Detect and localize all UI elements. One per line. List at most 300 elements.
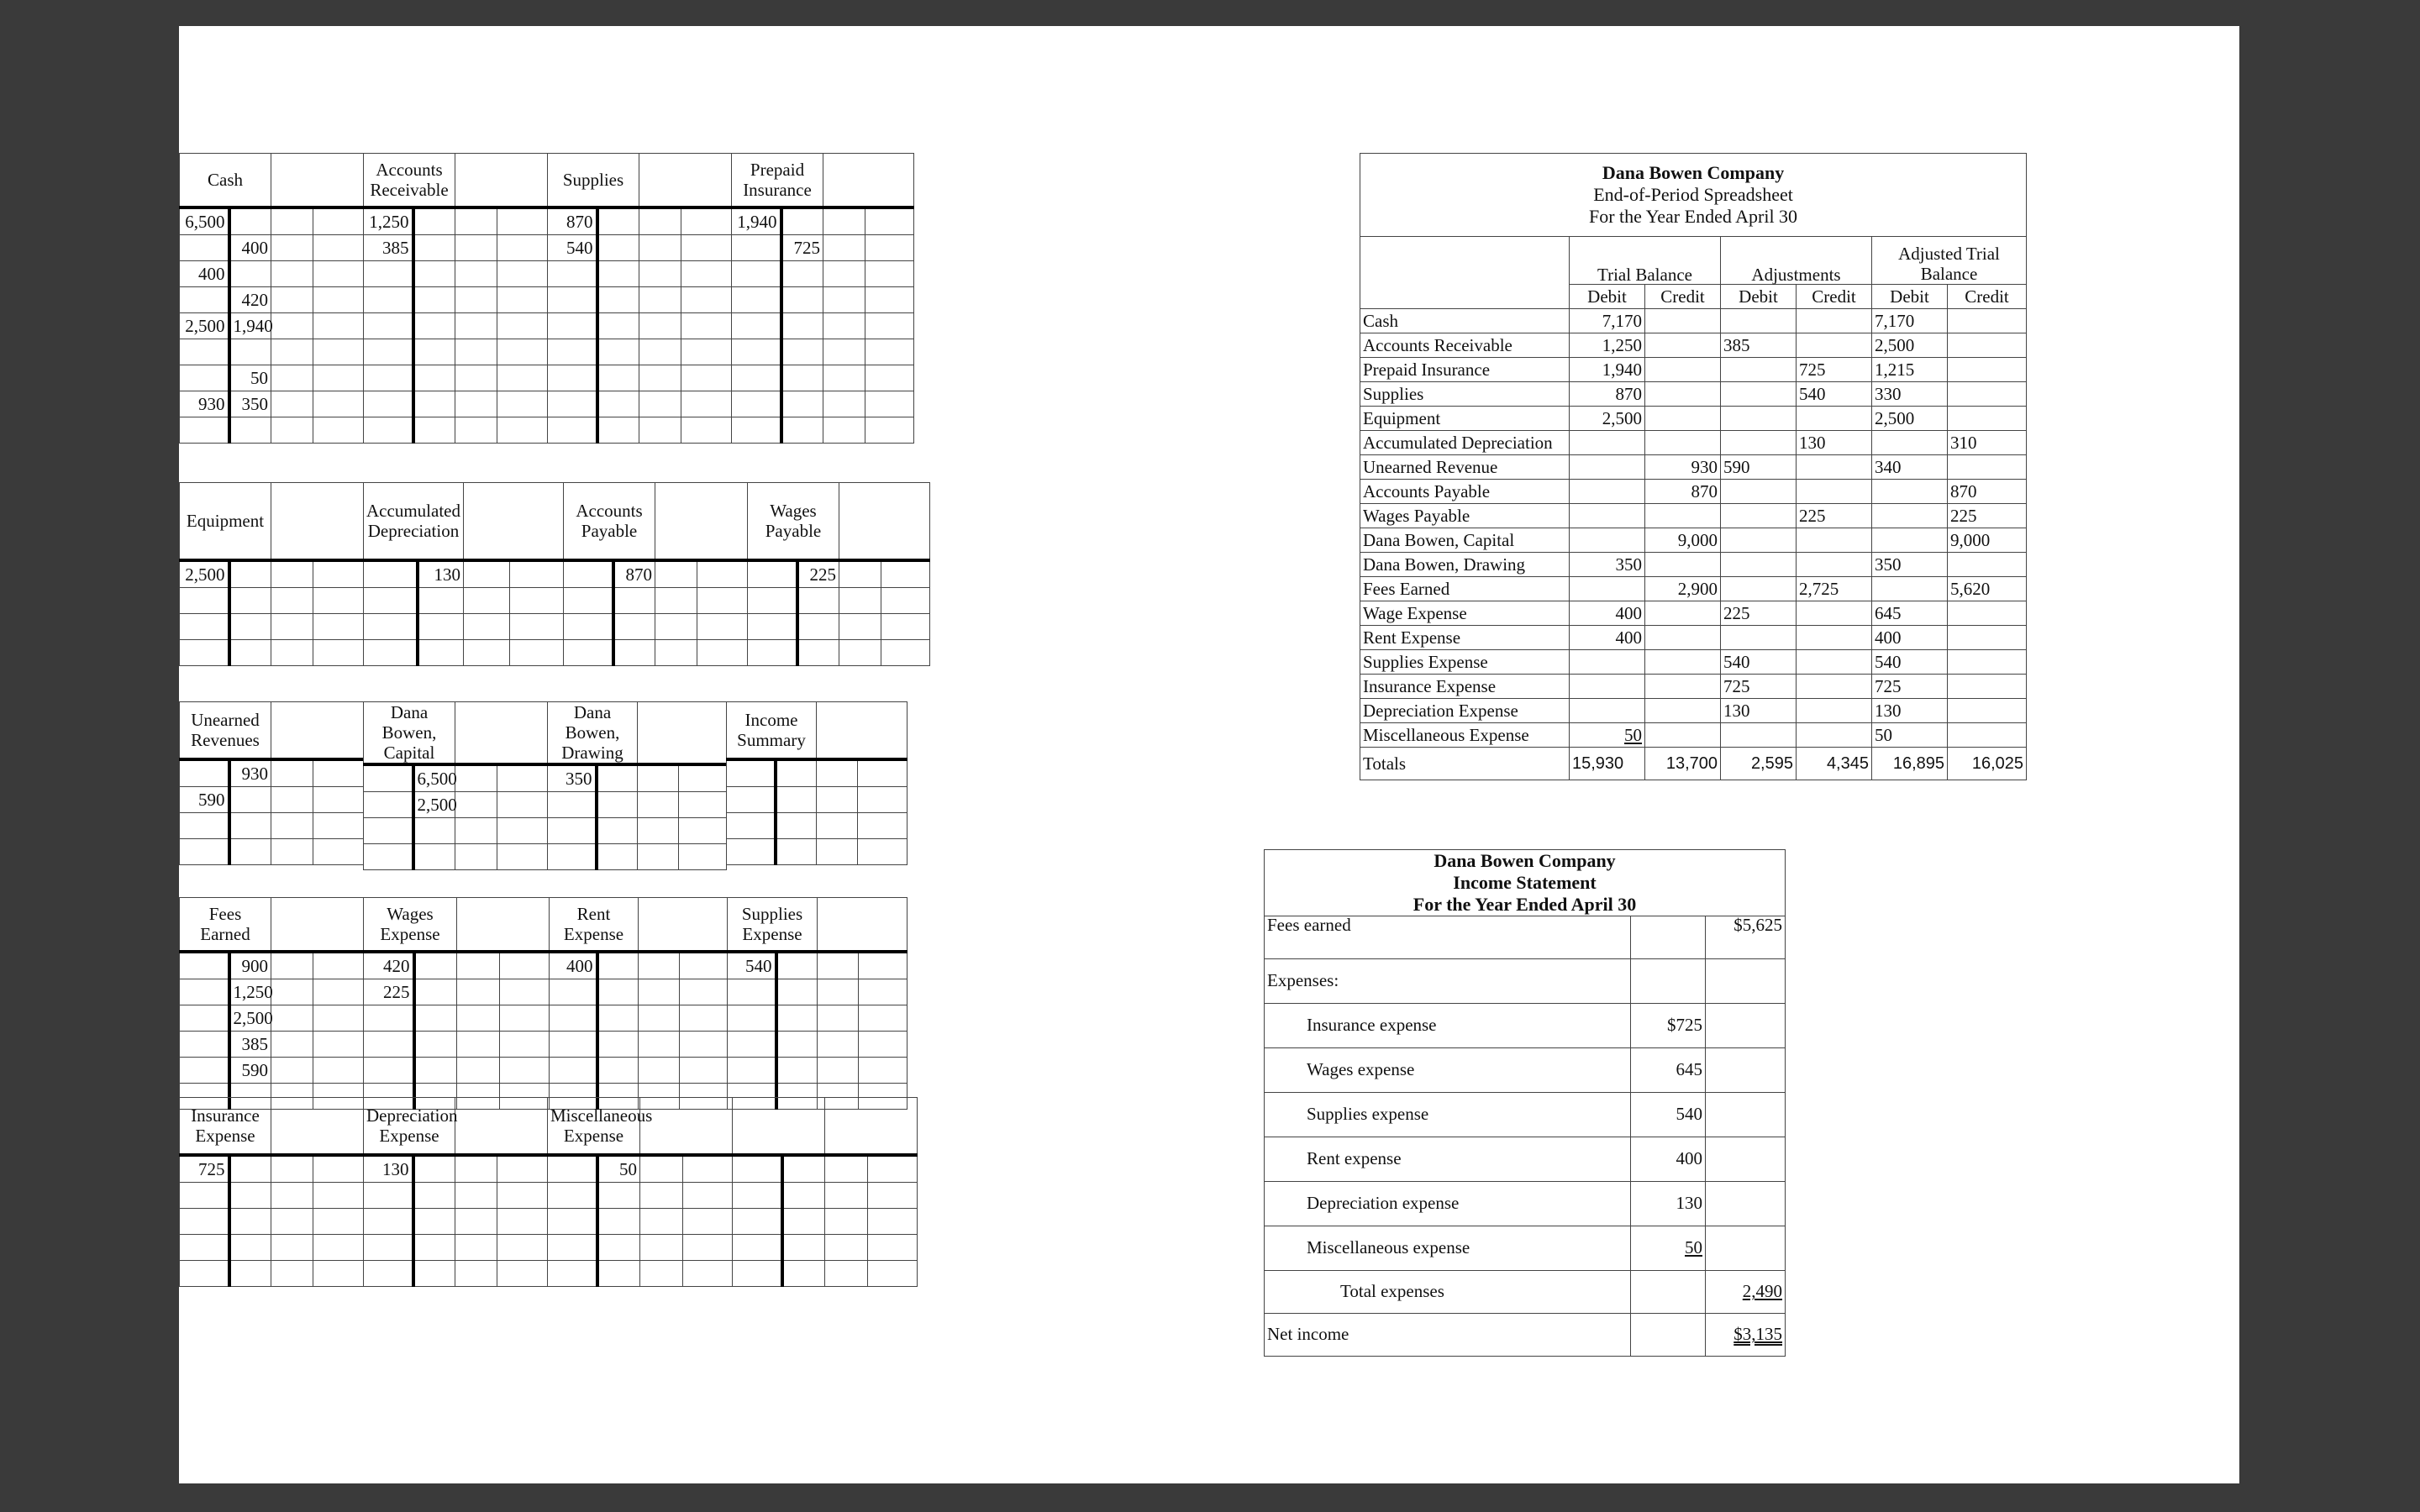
t-account-row (180, 1155, 364, 1183)
credit-cell (229, 261, 271, 287)
t-account-wagespay (747, 482, 930, 666)
amount-cell: 5,620 (1948, 577, 2027, 601)
empty-cell (823, 313, 865, 339)
empty-cell (271, 588, 313, 614)
debit-cell (732, 287, 781, 313)
debit-cell (548, 1155, 597, 1183)
empty-cell (865, 287, 914, 313)
empty-cell (639, 365, 681, 391)
empty-cell (825, 1183, 868, 1209)
debit-cell (364, 365, 413, 391)
credit-cell (413, 365, 455, 391)
amount-cell (1645, 650, 1721, 675)
empty-cell (823, 391, 865, 417)
empty-cell (818, 952, 859, 979)
empty-cell (865, 313, 914, 339)
amount-cell (1948, 382, 2027, 407)
empty-cell (681, 365, 732, 391)
empty-cell (839, 588, 881, 614)
credit-cell: 590 (229, 1058, 271, 1084)
credit-cell (613, 588, 655, 614)
debit-cell (180, 614, 229, 640)
debit-cell (180, 1005, 229, 1032)
t-account-row (364, 614, 564, 640)
debit-cell (548, 365, 597, 391)
t-account-header-spacer (639, 154, 732, 208)
amount-cell: 400 (1631, 1137, 1706, 1181)
amount-cell (1645, 601, 1721, 626)
amount-cell: 7,170 (1570, 309, 1645, 333)
empty-cell (313, 560, 364, 588)
empty-cell (464, 614, 510, 640)
expense-label: Insurance expense (1265, 1003, 1631, 1047)
amount-cell: 590 (1721, 455, 1797, 480)
empty-cell (271, 813, 313, 839)
debit-cell (548, 1183, 597, 1209)
amount-cell: 540 (1631, 1092, 1706, 1137)
debit-cell (364, 417, 413, 444)
amount-cell (1570, 650, 1645, 675)
t-account-miscexp (547, 1097, 733, 1287)
credit-cell (597, 313, 639, 339)
amount-cell: 1,250 (1570, 333, 1645, 358)
account-name: Depreciation Expense (1360, 699, 1570, 723)
amount-cell: 350 (1872, 553, 1948, 577)
credit-cell (229, 640, 271, 666)
empty-cell (497, 818, 548, 844)
amount-cell (1631, 1270, 1706, 1313)
empty-cell (681, 313, 732, 339)
amount-cell (1631, 916, 1706, 958)
t-account-title: Fees Earned (180, 898, 271, 953)
credit-cell (597, 261, 639, 287)
credit-cell (418, 588, 464, 614)
debit-cell (550, 979, 597, 1005)
empty-cell (455, 417, 497, 444)
empty-cell (313, 952, 364, 979)
amount-cell: 400 (1570, 626, 1645, 650)
empty-cell (639, 1032, 680, 1058)
debit-cell (364, 1183, 413, 1209)
empty-cell (313, 417, 364, 444)
t-account-header-spacer (655, 483, 748, 561)
empty-cell (271, 787, 313, 813)
empty-cell (510, 588, 564, 614)
debit-cell (364, 818, 413, 844)
credit-cell (597, 207, 639, 235)
amount-cell: 130 (1872, 699, 1948, 723)
credit-cell (414, 1032, 457, 1058)
credit-cell (418, 614, 464, 640)
empty-cell (500, 1058, 550, 1084)
amount-cell (1721, 528, 1797, 553)
empty-cell (313, 207, 364, 235)
credit-cell (413, 417, 455, 444)
empty-cell (271, 839, 313, 865)
t-account-row (732, 391, 914, 417)
empty-cell (683, 1209, 733, 1235)
credit-cell (413, 1183, 455, 1209)
account-name: Accumulated Depreciation (1360, 431, 1570, 455)
debit-cell (728, 979, 776, 1005)
empty-cell (639, 417, 681, 444)
column-header-credit: Credit (1645, 285, 1721, 309)
t-account-row (548, 1235, 733, 1261)
empty-cell (681, 391, 732, 417)
t-account-row (180, 235, 364, 261)
empty-cell (865, 235, 914, 261)
credit-cell (229, 1155, 271, 1183)
debit-cell (732, 261, 781, 287)
credit-cell (776, 787, 817, 813)
amount-cell (1706, 1092, 1786, 1137)
t-account-row (364, 1209, 548, 1235)
debit-cell (180, 1209, 229, 1235)
credit-cell (776, 839, 817, 865)
t-account-header-spacer (640, 1098, 733, 1156)
t-account-row (364, 287, 548, 313)
empty-cell (639, 1058, 680, 1084)
t-account-row (364, 1155, 548, 1183)
t-account-row (180, 287, 364, 313)
amount-cell: 9,000 (1645, 528, 1721, 553)
empty-cell (640, 1209, 683, 1235)
debit-cell (732, 313, 781, 339)
debit-cell (564, 588, 613, 614)
column-header-debit: Debit (1721, 285, 1797, 309)
income-statement-row (1265, 1092, 1786, 1137)
debit-cell (564, 640, 613, 666)
empty-cell (313, 1183, 364, 1209)
credit-cell (776, 1058, 818, 1084)
amount-cell (1721, 504, 1797, 528)
debit-cell: 2,500 (180, 313, 229, 339)
credit-cell (229, 560, 271, 588)
t-account-row (548, 764, 727, 792)
t-account-row (727, 839, 908, 865)
empty-cell (679, 818, 727, 844)
t-account-title: Accumulated Depreciation (364, 483, 464, 561)
spreadsheet-row (1360, 699, 2027, 723)
credit-cell (597, 764, 638, 792)
amount-cell (1948, 333, 2027, 358)
amount-cell (1797, 723, 1872, 748)
empty-cell (859, 1058, 908, 1084)
empty-cell (455, 313, 497, 339)
t-account-row (364, 1058, 550, 1084)
amount-cell: 130 (1721, 699, 1797, 723)
spreadsheet-row (1360, 601, 2027, 626)
empty-cell (271, 417, 313, 444)
debit-cell: 130 (364, 1155, 413, 1183)
debit-cell (364, 588, 418, 614)
t-account-row (364, 560, 564, 588)
t-account-row (548, 1209, 733, 1235)
amount-cell: 725 (1872, 675, 1948, 699)
empty-cell (464, 560, 510, 588)
debit-cell (550, 1032, 597, 1058)
empty-cell (680, 1032, 728, 1058)
empty-cell (500, 1005, 550, 1032)
debit-cell: 350 (548, 764, 597, 792)
amount-cell: 7,170 (1872, 309, 1948, 333)
empty-cell (500, 1032, 550, 1058)
column-header-credit: Credit (1948, 285, 2027, 309)
debit-cell: 870 (548, 207, 597, 235)
account-name: Unearned Revenue (1360, 455, 1570, 480)
empty-cell (639, 391, 681, 417)
empty-cell (497, 287, 548, 313)
credit-cell (413, 207, 455, 235)
amount-cell (1721, 382, 1797, 407)
credit-cell (781, 287, 823, 313)
t-account-row (180, 1235, 364, 1261)
empty-cell (313, 391, 364, 417)
t-account-row (564, 560, 748, 588)
credit-cell (597, 818, 638, 844)
debit-cell (733, 1209, 782, 1235)
amount-cell (1570, 699, 1645, 723)
amount-cell: 225 (1721, 601, 1797, 626)
account-name: Miscellaneous Expense (1360, 723, 1570, 748)
t-account-row (364, 313, 548, 339)
debit-cell: 1,940 (732, 207, 781, 235)
t-account-row (180, 417, 364, 444)
credit-cell (782, 1261, 825, 1287)
amount-cell (1706, 1047, 1786, 1092)
debit-cell: 1,250 (364, 207, 413, 235)
amount-cell: 2,500 (1570, 407, 1645, 431)
credit-cell: 2,500 (413, 792, 455, 818)
empty-cell (464, 640, 510, 666)
credit-cell: 50 (597, 1155, 640, 1183)
t-account-row (548, 365, 732, 391)
t-account-row (733, 1155, 918, 1183)
t-account-header-spacer (823, 154, 914, 208)
empty-cell (271, 560, 313, 588)
t-account-row (550, 1058, 728, 1084)
amount-cell (1721, 577, 1797, 601)
credit-cell (597, 1032, 639, 1058)
debit-cell: 540 (548, 235, 597, 261)
debit-cell (364, 287, 413, 313)
t-account-row (364, 640, 564, 666)
t-account-wagesexp (363, 897, 550, 1110)
empty-cell (638, 818, 679, 844)
t-account-header-spacer (825, 1098, 918, 1156)
credit-cell: 420 (229, 287, 271, 313)
empty-cell (271, 1005, 313, 1032)
spreadsheet-row (1360, 650, 2027, 675)
t-account-header-spacer (455, 154, 548, 208)
empty-cell (313, 1155, 364, 1183)
t-account-row (727, 759, 908, 787)
t-account-row (180, 979, 364, 1005)
empty-cell (500, 952, 550, 979)
empty-cell (497, 764, 548, 792)
empty-cell (881, 640, 930, 666)
empty-cell (457, 1005, 500, 1032)
empty-cell (679, 844, 727, 870)
t-account-title: Supplies Expense (728, 898, 818, 953)
amount-cell: 130 (1631, 1181, 1706, 1226)
credit-cell (781, 417, 823, 444)
empty-cell (825, 1209, 868, 1235)
debit-cell (733, 1183, 782, 1209)
debit-cell (180, 588, 229, 614)
empty-cell (497, 365, 548, 391)
t-account-header-spacer (271, 483, 364, 561)
amount-cell: 540 (1721, 650, 1797, 675)
amount-cell: 870 (1570, 382, 1645, 407)
t-account-unearned (179, 701, 364, 865)
empty-cell (313, 1005, 364, 1032)
credit-cell (782, 1155, 825, 1183)
empty-cell (639, 979, 680, 1005)
t-account-row (728, 1032, 908, 1058)
debit-cell (732, 417, 781, 444)
debit-cell (728, 1032, 776, 1058)
empty-cell (271, 640, 313, 666)
empty-cell (271, 1235, 313, 1261)
total-amount: 4,345 (1797, 748, 1872, 780)
spreadsheet-row (1360, 504, 2027, 528)
credit-cell (229, 1261, 271, 1287)
t-account-row (180, 391, 364, 417)
debit-cell (548, 417, 597, 444)
debit-cell (732, 365, 781, 391)
income-statement-row (1265, 916, 1786, 958)
debit-cell (727, 787, 776, 813)
debit-cell (364, 1005, 414, 1032)
debit-cell (364, 560, 418, 588)
empty-cell (271, 207, 313, 235)
empty-cell (640, 1155, 683, 1183)
amount-cell (1645, 358, 1721, 382)
empty-cell (313, 839, 364, 865)
empty-cell (859, 979, 908, 1005)
empty-cell (680, 979, 728, 1005)
empty-cell (639, 235, 681, 261)
debit-cell (748, 560, 797, 588)
empty-cell (681, 339, 732, 365)
t-account-row (180, 560, 364, 588)
empty-cell (271, 759, 313, 787)
debit-cell (180, 287, 229, 313)
empty-cell (455, 261, 497, 287)
empty-cell (823, 207, 865, 235)
empty-cell (455, 235, 497, 261)
t-account-row (364, 1235, 548, 1261)
t-account-row (732, 287, 914, 313)
credit-cell (776, 813, 817, 839)
empty-cell (313, 1058, 364, 1084)
t-account-title: Dana Bowen, Drawing (548, 702, 638, 765)
debit-cell (732, 339, 781, 365)
empty-cell (823, 235, 865, 261)
t-account-row (364, 339, 548, 365)
debit-cell (364, 614, 418, 640)
empty-cell (859, 1032, 908, 1058)
t-account-row (180, 1005, 364, 1032)
t-account-row (364, 1005, 550, 1032)
amount-cell: 540 (1797, 382, 1872, 407)
amount-cell (1797, 528, 1872, 553)
group-adjustments: Adjustments (1721, 237, 1872, 285)
credit-cell (797, 640, 839, 666)
credit-cell (597, 235, 639, 261)
debit-cell: 385 (364, 235, 413, 261)
expense-label: Rent expense (1265, 1137, 1631, 1181)
debit-cell (548, 287, 597, 313)
debit-cell: 400 (550, 952, 597, 979)
spreadsheet-row (1360, 333, 2027, 358)
account-name: Wages Payable (1360, 504, 1570, 528)
credit-cell: 1,940 (229, 313, 271, 339)
debit-cell (364, 764, 413, 792)
amount-cell (1948, 358, 2027, 382)
empty-cell (313, 759, 364, 787)
amount-cell: 400 (1872, 626, 1948, 650)
debit-cell: 225 (364, 979, 414, 1005)
amount-cell: 725 (1721, 675, 1797, 699)
credit-cell (229, 614, 271, 640)
empty-cell (639, 207, 681, 235)
empty-cell (271, 339, 313, 365)
empty-cell (681, 287, 732, 313)
t-account-row (180, 813, 364, 839)
empty-cell (680, 952, 728, 979)
empty-cell (680, 1058, 728, 1084)
empty-cell (839, 614, 881, 640)
amount-cell (1721, 553, 1797, 577)
t-account-capital (363, 701, 548, 870)
credit-cell (597, 1058, 639, 1084)
amount-cell (1872, 504, 1948, 528)
t-account-title: Dana Bowen, Capital (364, 702, 455, 765)
empty-cell (313, 365, 364, 391)
debit-cell (727, 839, 776, 865)
t-account-row (732, 417, 914, 444)
debit-cell (727, 813, 776, 839)
end-of-period-spreadsheet (1360, 153, 2027, 780)
amount-cell (1872, 480, 1948, 504)
spreadsheet-row (1360, 407, 2027, 431)
empty-cell (823, 417, 865, 444)
amount-cell (1706, 1226, 1786, 1270)
debit-cell: 725 (180, 1155, 229, 1183)
empty-cell (455, 339, 497, 365)
empty-cell (858, 839, 908, 865)
amount-cell (1797, 650, 1872, 675)
debit-cell (180, 979, 229, 1005)
t-account-title: Insurance Expense (180, 1098, 271, 1156)
debit-cell (728, 1005, 776, 1032)
credit-cell: 930 (229, 759, 271, 787)
amount-cell (1797, 309, 1872, 333)
debit-cell (548, 818, 597, 844)
amount-cell: 645 (1631, 1047, 1706, 1092)
empty-cell (313, 339, 364, 365)
empty-cell (881, 560, 930, 588)
empty-cell (271, 952, 313, 979)
empty-cell (455, 1209, 497, 1235)
t-account-row (732, 339, 914, 365)
empty-cell (823, 287, 865, 313)
empty-cell (500, 979, 550, 1005)
credit-cell (413, 235, 455, 261)
empty-cell (271, 614, 313, 640)
